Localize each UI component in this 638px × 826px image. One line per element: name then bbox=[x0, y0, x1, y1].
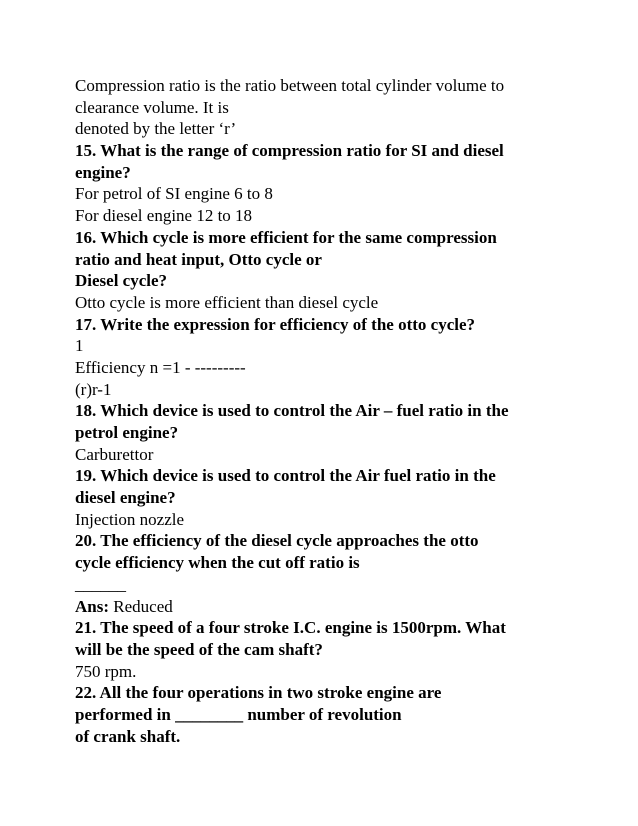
text-line: clearance volume. It is bbox=[75, 97, 229, 117]
question-16-line: Diesel cycle? bbox=[75, 271, 168, 291]
answer-label: Ans: bbox=[75, 596, 110, 616]
question-15-line: 15. What is the range of compression ratio for SI and diesel bbox=[75, 141, 504, 161]
text-line: Compression ratio is the ratio between total cylinder volume to bbox=[75, 76, 505, 95]
question-21-line: 21. The speed of a four stroke I.C. engine is 1500rpm. What bbox=[75, 618, 506, 638]
question-16-line: ratio and heat input, Otto cycle or bbox=[75, 249, 322, 269]
formula-line: 1 bbox=[75, 336, 84, 356]
answer-line: Carburettor bbox=[75, 444, 154, 464]
answer-line: Otto cycle is more efficient than diesel cycle bbox=[75, 292, 379, 312]
question-19-line: diesel engine? bbox=[75, 488, 176, 508]
answer-value: Reduced bbox=[109, 596, 173, 616]
answer-line: For diesel engine 12 to 18 bbox=[75, 206, 253, 226]
answer-line: For petrol of SI engine 6 to 8 bbox=[75, 184, 273, 204]
question-20-line: 20. The efficiency of the diesel cycle approaches the otto bbox=[75, 531, 479, 551]
blank-line: ______ bbox=[75, 574, 126, 594]
answer-line: 750 rpm. bbox=[75, 661, 137, 681]
question-19-line: 19. Which device is used to control the Air fuel ratio in the bbox=[75, 466, 496, 486]
formula-line: Efficiency n =1 - --------- bbox=[75, 357, 246, 377]
answer-line bbox=[75, 596, 575, 618]
document-text-body bbox=[75, 75, 575, 747]
question-22-line: performed in ________ number of revolution bbox=[75, 704, 402, 724]
question-15-line: engine? bbox=[75, 162, 131, 182]
question-16-line: 16. Which cycle is more efficient for the same compression bbox=[75, 227, 497, 247]
text-line: denoted by the letter ‘r’ bbox=[75, 119, 237, 139]
question-17-line: 17. Write the expression for efficiency of the otto cycle? bbox=[75, 314, 476, 334]
question-20-line: cycle efficiency when the cut off ratio is bbox=[75, 553, 360, 573]
formula-line: (r)r-1 bbox=[75, 379, 112, 399]
question-18-line: petrol engine? bbox=[75, 423, 179, 442]
question-18-line: 18. Which device is used to control the Air – fuel ratio in the bbox=[75, 401, 509, 421]
answer-line: Injection nozzle bbox=[75, 509, 185, 529]
question-22-line: of crank shaft. bbox=[75, 726, 181, 746]
question-22-line: 22. All the four operations in two stroke engine are bbox=[75, 683, 442, 703]
question-21-line: will be the speed of the cam shaft? bbox=[75, 639, 323, 659]
